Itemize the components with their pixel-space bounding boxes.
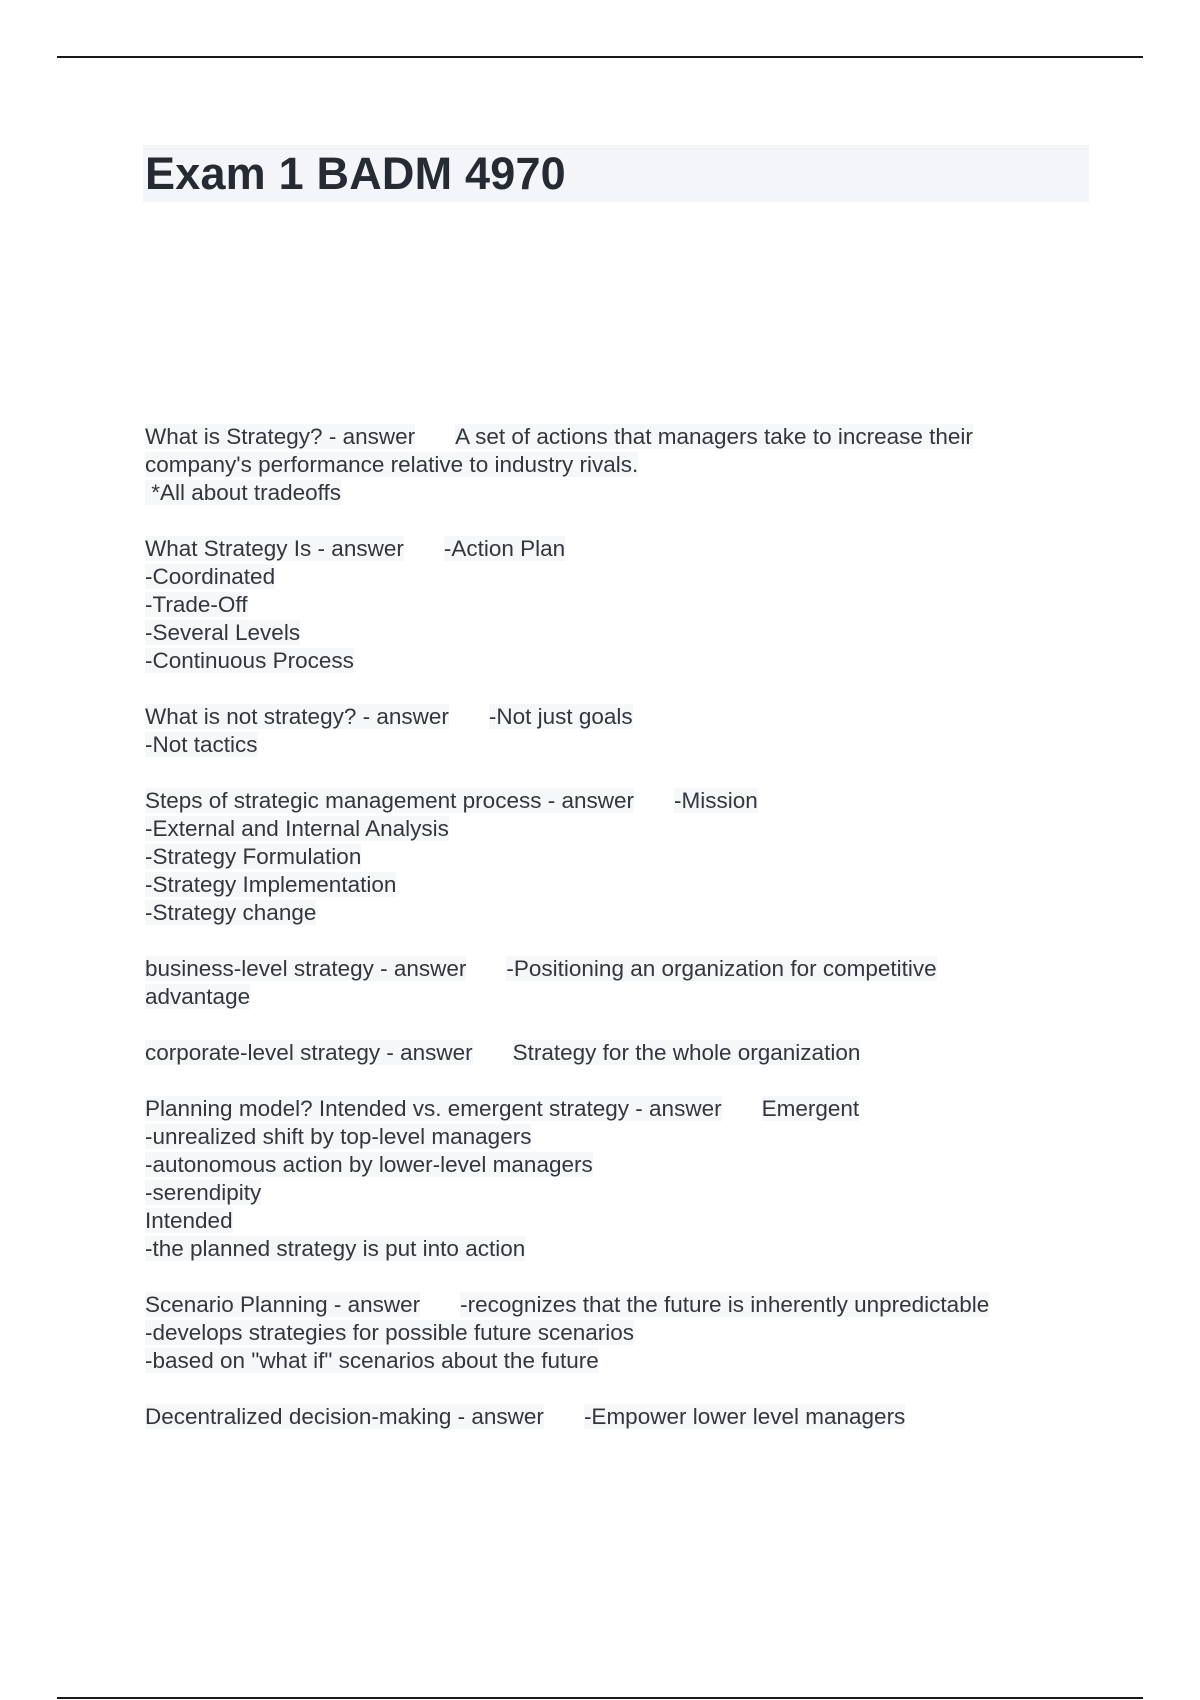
card-definition-line: A set of actions that managers take to increase their [455,424,973,449]
card-definition-line: -Positioning an organization for competitive [506,956,937,981]
card-term: What Strategy Is - answer [145,536,404,561]
card-line [145,843,1065,871]
card-line [145,899,1065,927]
card-definition-line: -serendipity [145,1180,262,1205]
card-definition-line: -Action Plan [443,536,566,561]
card-definition-line: advantage [145,984,251,1009]
card-first-line [145,1403,1065,1431]
flashcard [145,955,1065,1011]
card-line [145,1151,1065,1179]
card-definition-line: -develops strategies for possible future scenarios [145,1320,635,1345]
card-term: business-level strategy - answer [145,956,467,981]
card-definition-line: Emergent [761,1096,860,1121]
card-term: Steps of strategic management process - answer [145,788,634,813]
flashcard [145,1291,1065,1375]
card-definition-line: -External and Internal Analysis [145,816,449,841]
card-first-line [145,955,1065,983]
card-first-line [145,1039,1065,1067]
card-line [145,1235,1065,1263]
card-definition-line: -autonomous action by lower-level managers [145,1152,593,1177]
card-definition-line: -Trade-Off [145,592,248,617]
card-definition-line: -the planned strategy is put into action [145,1236,526,1261]
card-definition-line: company's performance relative to industry rivals. [145,452,639,477]
card-definition-line: -Strategy Implementation [145,872,397,897]
card-line [145,563,1065,591]
card-definition-line: Intended [145,1208,233,1233]
flashcard [145,535,1065,675]
flashcard [145,1403,1065,1431]
card-line [145,983,1065,1011]
flashcard [145,423,1065,507]
card-line [145,479,1065,507]
flashcard [145,787,1065,927]
flashcard-list [145,423,1065,1459]
card-line [145,591,1065,619]
bottom-rule [57,1697,1143,1699]
card-first-line [145,787,1065,815]
card-first-line [145,1095,1065,1123]
card-definition-line: -Not tactics [145,732,258,757]
card-definition-line: -Continuous Process [145,648,354,673]
card-line [145,731,1065,759]
card-term: corporate-level strategy - answer [145,1040,473,1065]
card-line [145,871,1065,899]
card-definition-line: *All about tradeoffs [145,480,341,505]
card-line [145,451,1065,479]
top-rule [57,56,1143,58]
card-definition-line: -recognizes that the future is inherently unpredictable [460,1292,990,1317]
flashcard [145,1039,1065,1067]
card-definition-line: -Mission [673,788,758,813]
card-definition-line: -Strategy Formulation [145,844,362,869]
card-term: Scenario Planning - answer [145,1292,421,1317]
card-line [145,1319,1065,1347]
card-definition-line: -Strategy change [145,900,317,925]
flashcard [145,1095,1065,1263]
card-definition-line: -based on "what if" scenarios about the future [145,1348,599,1373]
card-first-line [145,703,1065,731]
card-term: Decentralized decision-making - answer [145,1404,544,1429]
card-line [145,1207,1065,1235]
card-first-line [145,423,1065,451]
card-definition-line: -Not just goals [488,704,633,729]
card-definition-line: -Empower lower level managers [583,1404,906,1429]
card-line [145,1123,1065,1151]
card-definition-line: -unrealized shift by top-level managers [145,1124,532,1149]
card-line [145,1179,1065,1207]
card-first-line [145,1291,1065,1319]
card-definition-line: -Coordinated [145,564,276,589]
card-term: What is Strategy? - answer [145,424,416,449]
card-term: Planning model? Intended vs. emergent strategy - answer [145,1096,722,1121]
flashcard [145,703,1065,759]
card-first-line [145,535,1065,563]
card-line [145,1347,1065,1375]
card-line [145,619,1065,647]
document-title: Exam 1 BADM 4970 [145,148,566,199]
card-definition-line: Strategy for the whole organization [512,1040,861,1065]
card-line [145,815,1065,843]
card-definition-line: -Several Levels [145,620,301,645]
card-term: What is not strategy? - answer [145,704,449,729]
card-line [145,647,1065,675]
